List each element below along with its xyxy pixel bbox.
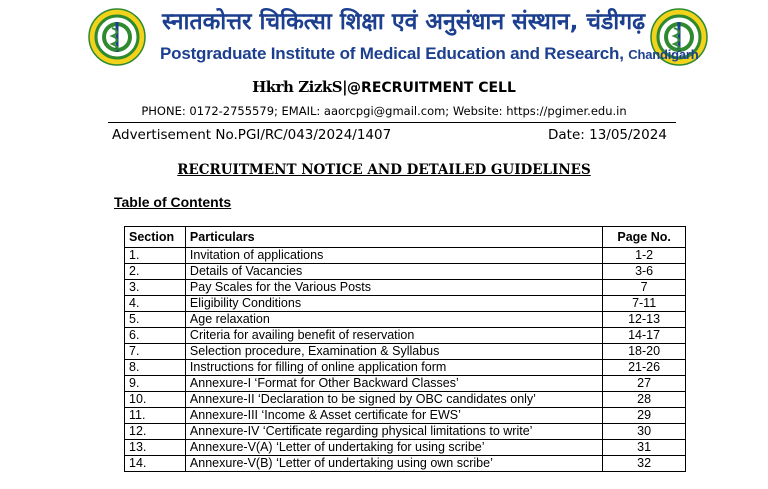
table-row xyxy=(125,280,686,296)
toc-particulars-cell: Pay Scales for the Various Posts xyxy=(185,280,602,296)
toc-page-cell: 29 xyxy=(603,408,686,424)
toc-section-cell: 12. xyxy=(125,424,186,440)
table-row xyxy=(125,248,686,264)
table-row xyxy=(125,344,686,360)
toc-section-cell: 13. xyxy=(125,440,186,456)
toc-particulars-cell: Criteria for availing benefit of reservation xyxy=(185,328,602,344)
table-row xyxy=(125,312,686,328)
toc-page-cell: 32 xyxy=(603,456,686,472)
toc-particulars-cell: Annexure-III ‘Income & Asset certificate for EWS’ xyxy=(185,408,602,424)
toc-section-cell: 3. xyxy=(125,280,186,296)
toc-page-cell: 7-11 xyxy=(603,296,686,312)
institute-city: Chandigarh xyxy=(628,47,699,62)
toc-page-cell: 18-20 xyxy=(603,344,686,360)
toc-particulars-cell: Annexure-V(B) ‘Letter of undertaking using own scribe’ xyxy=(185,456,602,472)
table-row xyxy=(125,392,686,408)
toc-particulars-cell: Age relaxation xyxy=(185,312,602,328)
table-row xyxy=(125,376,686,392)
notice-heading: RECRUITMENT NOTICE AND DETAILED GUIDELINES xyxy=(177,162,591,178)
toc-title: Table of Contents xyxy=(114,194,232,210)
toc-particulars-cell: Annexure-V(A) ‘Letter of undertaking for using scribe’ xyxy=(185,440,602,456)
toc-section-cell: 14. xyxy=(125,456,186,472)
toc-section-cell: 4. xyxy=(125,296,186,312)
institute-title-english xyxy=(160,44,699,64)
toc-page-cell: 31 xyxy=(603,440,686,456)
toc-page-cell: 1-2 xyxy=(603,248,686,264)
table-row xyxy=(125,424,686,440)
toc-section-cell: 6. xyxy=(125,328,186,344)
header-divider xyxy=(108,122,676,123)
pgimer-emblem-icon xyxy=(88,8,146,66)
table-row xyxy=(125,264,686,280)
institute-name: Postgraduate Institute of Medical Education and Research, xyxy=(160,44,624,63)
table-row xyxy=(125,440,686,456)
advertisement-date: Date: 13/05/2024 xyxy=(548,127,667,143)
recruitment-cell-hindi: Hkrh ZizkS| xyxy=(252,78,348,96)
toc-page-cell: 14-17 xyxy=(603,328,686,344)
table-row xyxy=(125,360,686,376)
toc-section-cell: 11. xyxy=(125,408,186,424)
toc-page-cell: 12-13 xyxy=(603,312,686,328)
toc-section-cell: 2. xyxy=(125,264,186,280)
advertisement-number: Advertisement No.PGI/RC/043/2024/1407 xyxy=(112,127,392,143)
table-row xyxy=(125,328,686,344)
table-row xyxy=(125,296,686,312)
toc-particulars-cell: Annexure-IV ‘Certificate regarding physical limitations to write’ xyxy=(185,424,602,440)
toc-header-page: Page No. xyxy=(603,227,686,248)
toc-particulars-cell: Annexure-I ‘Format for Other Backward Classes’ xyxy=(185,376,602,392)
toc-header-section: Section xyxy=(125,227,186,248)
toc-section-cell: 7. xyxy=(125,344,186,360)
institute-title-hindi: स्नातकोत्तर चिकित्सा शिक्षा एवं अनुसंधान संस्थान, चंडीगढ़ xyxy=(162,9,646,35)
toc-page-cell: 21-26 xyxy=(603,360,686,376)
toc-header-row xyxy=(125,227,686,248)
contact-line: PHONE: 0172-2755579; EMAIL: aaorcpgi@gmail.com; Website: https://pgimer.edu.in xyxy=(141,104,627,118)
toc-particulars-cell: Eligibility Conditions xyxy=(185,296,602,312)
toc-section-cell: 9. xyxy=(125,376,186,392)
toc-particulars-cell: Annexure-II ‘Declaration to be signed by OBC candidates only’ xyxy=(185,392,602,408)
toc-header-particulars: Particulars xyxy=(185,227,602,248)
toc-page-cell: 27 xyxy=(603,376,686,392)
toc-section-cell: 5. xyxy=(125,312,186,328)
recruitment-cell-separator: @ xyxy=(347,80,362,96)
toc-section-cell: 1. xyxy=(125,248,186,264)
toc-section-cell: 8. xyxy=(125,360,186,376)
recruitment-cell-english: RECRUITMENT CELL xyxy=(361,80,516,96)
recruitment-cell-heading xyxy=(0,78,768,96)
table-row xyxy=(125,456,686,472)
toc-section-cell: 10. xyxy=(125,392,186,408)
toc-page-cell: 3-6 xyxy=(603,264,686,280)
toc-particulars-cell: Selection procedure, Examination & Syllabus xyxy=(185,344,602,360)
toc-particulars-cell: Details of Vacancies xyxy=(185,264,602,280)
table-row xyxy=(125,408,686,424)
toc-page-cell: 28 xyxy=(603,392,686,408)
toc-particulars-cell: Instructions for filling of online application form xyxy=(185,360,602,376)
toc-page-cell: 7 xyxy=(603,280,686,296)
toc-table xyxy=(124,226,686,472)
toc-particulars-cell: Invitation of applications xyxy=(185,248,602,264)
toc-page-cell: 30 xyxy=(603,424,686,440)
